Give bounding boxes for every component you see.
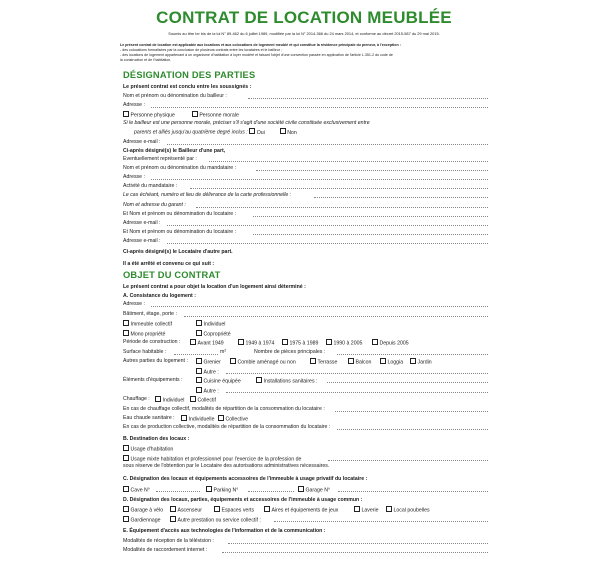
fill-line[interactable] bbox=[274, 521, 488, 522]
option-row bbox=[123, 445, 173, 453]
fill-line[interactable] bbox=[151, 107, 488, 108]
checkbox[interactable] bbox=[218, 415, 224, 421]
text-line: Le présent contrat est conclu entre les soussignés : bbox=[123, 84, 252, 90]
field-label: Et Nom et prénom ou dénomination du locataire : bbox=[123, 229, 237, 235]
checkbox[interactable] bbox=[196, 387, 202, 393]
option-row bbox=[123, 320, 172, 328]
option-row bbox=[123, 330, 165, 338]
checkbox[interactable] bbox=[196, 358, 202, 364]
option-label: Grenier bbox=[203, 359, 221, 366]
checkbox[interactable] bbox=[170, 516, 176, 522]
option-label: Copropriété bbox=[203, 331, 231, 338]
field-label: Adresse e-mail : bbox=[123, 238, 161, 244]
field-label: Éléments d'équipements : bbox=[123, 377, 183, 383]
checkbox[interactable] bbox=[298, 486, 304, 492]
option-label: Cuisine équipée bbox=[203, 378, 241, 385]
option-item bbox=[348, 358, 371, 366]
field-label: Adresse : bbox=[123, 102, 145, 108]
fill-line[interactable] bbox=[226, 373, 488, 374]
checkbox[interactable] bbox=[123, 111, 129, 117]
option-label: Usage d'habitation bbox=[130, 446, 174, 453]
field-label: Adresse e-mail : bbox=[123, 220, 161, 226]
option-item bbox=[206, 486, 238, 494]
option-item bbox=[214, 506, 254, 514]
option-label: Individuel bbox=[203, 321, 226, 328]
field-label: Et Nom et prénom ou dénomination du locataire : bbox=[123, 211, 237, 217]
fill-line[interactable] bbox=[156, 491, 200, 492]
option-item bbox=[170, 506, 202, 514]
option-item bbox=[196, 377, 241, 385]
checkbox[interactable] bbox=[264, 506, 270, 512]
checkbox[interactable] bbox=[249, 128, 255, 134]
text-line: Le présent contrat a pour objet la location d'un logement ainsi déterminé : bbox=[123, 284, 306, 290]
checkbox[interactable] bbox=[196, 320, 202, 326]
option-question: parents et alliés jusqu'au quatrième degré inclus : bbox=[134, 129, 248, 136]
option-label: Espaces verts bbox=[221, 507, 255, 514]
checkbox[interactable] bbox=[196, 377, 202, 383]
field-label: Autres parties du logement : bbox=[123, 358, 188, 364]
checkbox[interactable] bbox=[280, 128, 286, 134]
intro-line: - des locations de logement appartenant à un organisme d'habitation à loyer modéré et faisant l'objet d'une convention passée en application de l'article L.351-2 du code de bbox=[120, 53, 393, 57]
option-label: Immeuble collectif bbox=[130, 321, 173, 328]
section-heading-designation: DÉSIGNATION DES PARTIES bbox=[123, 70, 256, 80]
option-label: Ascenseur bbox=[177, 507, 203, 514]
field-label: Chauffage : bbox=[123, 396, 150, 402]
option-row bbox=[123, 111, 239, 119]
fill-line[interactable] bbox=[226, 392, 488, 393]
option-label: 1949 à 1974 bbox=[245, 340, 275, 347]
field-label: Activité du mandataire : bbox=[123, 183, 178, 189]
fill-line[interactable] bbox=[209, 161, 488, 162]
option-item bbox=[181, 415, 214, 423]
field-label: Bâtiment, étage, porte : bbox=[123, 311, 177, 317]
option-label: Gardiennage bbox=[130, 517, 161, 524]
option-label: Non bbox=[287, 129, 297, 136]
text-line: Si le bailleur est une personne morale, préciser s'il s'agit d'une société civile constituée exclusivement entre bbox=[123, 120, 370, 126]
option-label: Individuel bbox=[162, 397, 185, 404]
option-item bbox=[310, 358, 337, 366]
option-label: Autre : bbox=[203, 369, 219, 376]
option-label: Laverie bbox=[361, 507, 379, 514]
checkbox[interactable] bbox=[192, 111, 198, 117]
option-item bbox=[264, 506, 338, 514]
checkbox[interactable] bbox=[354, 506, 360, 512]
subsection-heading: D. Désignation des locaux, parties, équipements et accessoires de l'immeuble à usage commun : bbox=[123, 497, 363, 503]
fill-line[interactable] bbox=[196, 207, 488, 208]
option-item bbox=[190, 396, 216, 404]
fill-line[interactable] bbox=[256, 170, 488, 171]
checkbox[interactable] bbox=[170, 506, 176, 512]
fill-line[interactable] bbox=[151, 179, 488, 180]
option-label: Balcon bbox=[355, 359, 372, 366]
option-item bbox=[326, 339, 362, 347]
checkbox[interactable] bbox=[123, 506, 129, 512]
checkbox[interactable] bbox=[206, 486, 212, 492]
fill-line[interactable] bbox=[222, 552, 488, 553]
checkbox[interactable] bbox=[181, 415, 187, 421]
field-label: Nom et adresse du garant : bbox=[123, 202, 186, 208]
unit-label: m² bbox=[220, 349, 227, 355]
fill-line[interactable] bbox=[228, 543, 488, 544]
option-item bbox=[218, 415, 248, 423]
option-label: Oui bbox=[256, 129, 265, 136]
option-label: Autre : bbox=[203, 388, 219, 395]
option-item bbox=[123, 506, 163, 514]
option-item bbox=[410, 358, 432, 366]
field-label: Eventuellement représenté par : bbox=[123, 156, 197, 162]
fill-line[interactable] bbox=[174, 354, 218, 355]
field-label: Adresse : bbox=[123, 174, 145, 180]
checkbox[interactable] bbox=[256, 377, 262, 383]
fill-line[interactable] bbox=[327, 382, 488, 383]
field-label: Adresse e-mail : bbox=[123, 139, 161, 145]
fill-line[interactable] bbox=[184, 316, 488, 317]
section-heading-objet: OBJET DU CONTRAT bbox=[123, 270, 221, 280]
field-label: Modalités de réception de la télévision : bbox=[123, 538, 214, 544]
checkbox[interactable] bbox=[155, 396, 161, 402]
option-label: Collectif bbox=[197, 397, 216, 404]
option-item bbox=[230, 358, 296, 366]
option-row bbox=[196, 330, 231, 338]
checkbox[interactable] bbox=[410, 358, 416, 364]
option-item bbox=[282, 339, 318, 347]
option-label: Collective bbox=[225, 416, 248, 423]
fill-line[interactable] bbox=[248, 491, 294, 492]
option-label: Terrasse bbox=[317, 359, 338, 366]
checkbox[interactable] bbox=[238, 339, 244, 345]
field-label: Nom et prénom ou dénomination du mandataire : bbox=[123, 165, 237, 171]
checkbox[interactable] bbox=[282, 339, 288, 345]
intro-line: - des colocations formalisées par la conclusion de plusieurs contrats entre les locataires et le bailleur ; bbox=[120, 48, 282, 52]
subsection-heading: E. Équipement d'accès aux technologies de l'information et de la communication : bbox=[123, 528, 326, 534]
checkbox[interactable] bbox=[123, 320, 129, 326]
subsection-heading: B. Destination des locaux : bbox=[123, 436, 190, 442]
text-line: sous réserve de l'obtention par le Locataire des autorisations administratives nécessaires. bbox=[123, 463, 330, 469]
checkbox[interactable] bbox=[123, 486, 129, 492]
checkbox[interactable] bbox=[190, 339, 196, 345]
option-label: Parking N° bbox=[213, 487, 239, 494]
option-row bbox=[196, 320, 225, 328]
fill-line[interactable] bbox=[337, 429, 488, 430]
option-label: Personne morale bbox=[199, 112, 239, 119]
option-label: Garage à vélo bbox=[130, 507, 164, 514]
option-item bbox=[190, 339, 224, 347]
field-label: Surface habitable : bbox=[123, 349, 167, 355]
option-item bbox=[196, 368, 219, 376]
option-label: Usage mixte habitation et professionnel pour l'exercice de la profession de bbox=[130, 456, 302, 463]
checkbox[interactable] bbox=[123, 516, 129, 522]
option-label: Loggia bbox=[387, 359, 404, 366]
field-label: Le cas échéant, numéro et lieu de délivrance de la carte professionnelle : bbox=[123, 192, 292, 198]
fill-line[interactable] bbox=[253, 234, 488, 235]
checkbox[interactable] bbox=[196, 330, 202, 336]
field-label: Adresse : bbox=[123, 301, 145, 307]
option-item bbox=[386, 506, 430, 514]
document-subtitle: Soumis au titre Ier bis de la loi N° 89-462 du 6 juillet 1989, modifiée par la loi N° 2014-366 du 24 mars 2014, et conforme au décret 2015-587 du 29 mai 2015. bbox=[168, 31, 440, 36]
option-label: Mono propriété bbox=[130, 331, 166, 338]
option-item bbox=[155, 396, 184, 404]
option-item bbox=[170, 516, 261, 524]
document-title: CONTRAT DE LOCATION MEUBLÉE bbox=[156, 8, 452, 27]
option-item bbox=[196, 358, 221, 366]
text-line: Ci-après désigné(s) le Bailleur d'une part, bbox=[123, 148, 226, 154]
fill-line[interactable] bbox=[151, 306, 488, 307]
fill-line[interactable] bbox=[335, 411, 488, 412]
intro-line: la construction et de l'habitation. bbox=[120, 58, 172, 62]
option-item bbox=[256, 377, 317, 385]
field-label: Modalités de raccordement internet : bbox=[123, 547, 208, 553]
fill-line[interactable] bbox=[167, 243, 488, 244]
checkbox[interactable] bbox=[386, 506, 392, 512]
option-item bbox=[298, 486, 330, 494]
checkbox[interactable] bbox=[326, 339, 332, 345]
option-item bbox=[380, 358, 403, 366]
option-label: Avant 1949 bbox=[197, 340, 224, 347]
checkbox[interactable] bbox=[372, 339, 378, 345]
subsection-heading: C. Désignation des locaux et équipements accessoires de l'immeuble à usage privatif du locataire : bbox=[123, 476, 368, 482]
checkbox[interactable] bbox=[123, 455, 129, 461]
fill-line[interactable] bbox=[314, 197, 488, 198]
option-label: Installations sanitaires : bbox=[263, 378, 318, 385]
option-item bbox=[196, 387, 219, 395]
option-label: Jardin bbox=[417, 359, 432, 366]
checkbox[interactable] bbox=[196, 368, 202, 374]
field-label: Nombre de pièces principales : bbox=[254, 349, 326, 355]
option-label: 1990 à 2005 bbox=[333, 340, 363, 347]
checkbox[interactable] bbox=[230, 358, 236, 364]
option-label: Depuis 2005 bbox=[379, 340, 409, 347]
option-item bbox=[238, 339, 274, 347]
fill-line[interactable] bbox=[190, 188, 488, 189]
option-label: Comble aménagé ou non bbox=[237, 359, 296, 366]
checkbox[interactable] bbox=[214, 506, 220, 512]
option-label: Local poubelles bbox=[393, 507, 430, 514]
subsection-heading: A. Consistance du logement : bbox=[123, 293, 196, 299]
intro-line: Le présent contrat de location est applicable aux locations et aux colocations de logement meublé et qui constitue la résidence principale du preneur, à l'exception : bbox=[120, 43, 401, 47]
option-row bbox=[134, 128, 297, 136]
field-label: Période de construction : bbox=[123, 339, 181, 345]
option-label: Personne physique bbox=[130, 112, 175, 119]
checkbox[interactable] bbox=[123, 445, 129, 451]
option-label: Cave N° bbox=[130, 487, 150, 494]
fill-line[interactable] bbox=[167, 225, 488, 226]
field-label: En cas de production collective, modalités de répartition de la consommation du locataire : bbox=[123, 424, 331, 430]
checkbox[interactable] bbox=[123, 330, 129, 336]
fill-line[interactable] bbox=[253, 216, 488, 217]
fill-line[interactable] bbox=[248, 98, 488, 99]
checkbox[interactable] bbox=[190, 396, 196, 402]
option-item bbox=[123, 486, 150, 494]
option-label: Individuelle bbox=[188, 416, 215, 423]
field-label: Eau chaude sanitaire : bbox=[123, 415, 175, 421]
fill-line[interactable] bbox=[328, 460, 488, 461]
fill-line[interactable] bbox=[337, 354, 488, 355]
option-item bbox=[354, 506, 379, 514]
fill-line[interactable] bbox=[167, 144, 488, 145]
option-item bbox=[123, 516, 161, 524]
fill-line[interactable] bbox=[338, 491, 488, 492]
text-line: Il a été arrêté et convenu ce qui suit : bbox=[123, 261, 215, 267]
field-label: Nom et prénom ou dénomination du bailleur : bbox=[123, 93, 227, 99]
checkbox[interactable] bbox=[310, 358, 316, 364]
option-label: 1975 à 1989 bbox=[289, 340, 319, 347]
option-item bbox=[372, 339, 409, 347]
checkbox[interactable] bbox=[348, 358, 354, 364]
field-label: En cas de chauffage collectif, modalités de répartition de la consommation du locataire : bbox=[123, 406, 325, 412]
option-label: Garage N° bbox=[305, 487, 331, 494]
text-line: Ci-après désigné(s) le Locataire d'autre part. bbox=[123, 249, 233, 255]
checkbox[interactable] bbox=[380, 358, 386, 364]
option-label: Aires et équipements de jeux bbox=[271, 507, 339, 514]
option-label: Autre prestation ou service collectif : bbox=[177, 517, 261, 524]
option-row bbox=[123, 455, 301, 463]
